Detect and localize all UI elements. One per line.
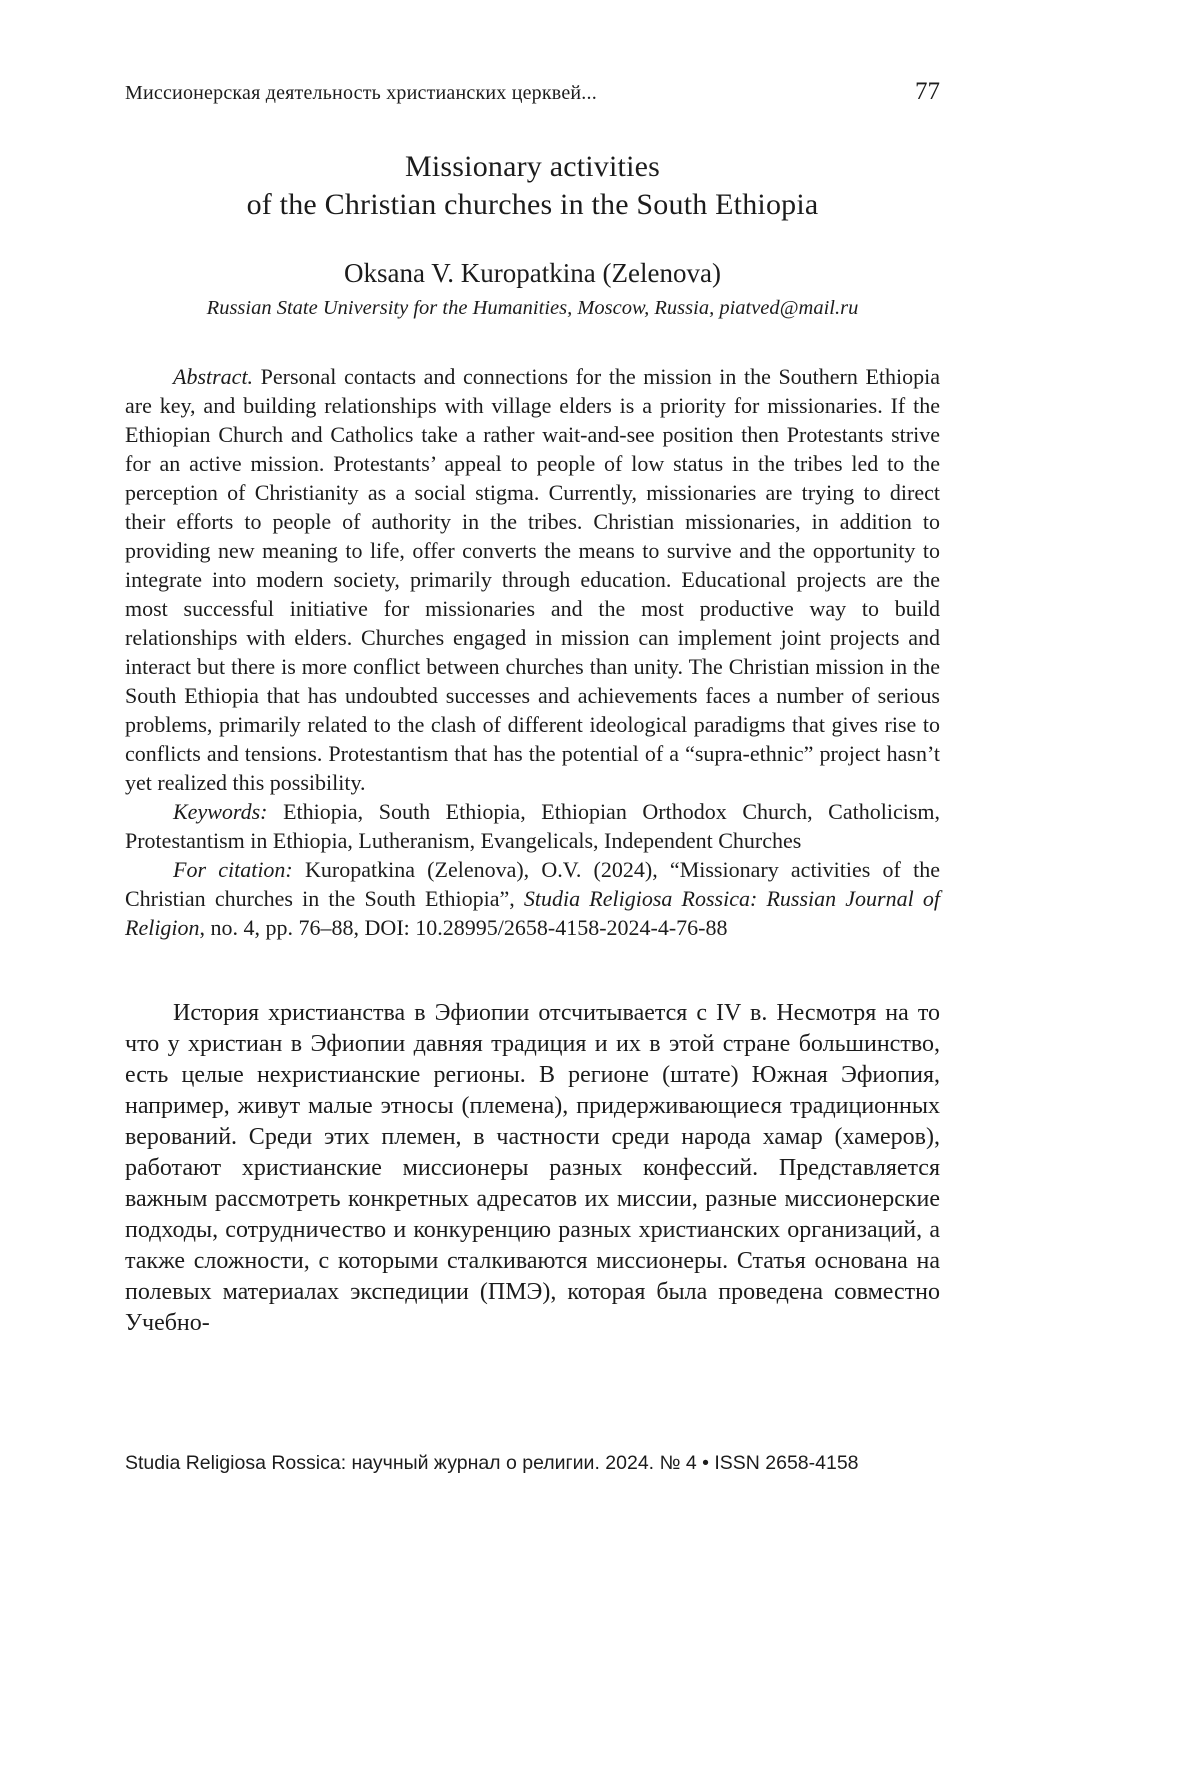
article-meta bbox=[125, 362, 940, 942]
article-title-line-2: of the Christian churches in the South Ethiopia bbox=[246, 188, 819, 221]
article-body bbox=[125, 998, 940, 1339]
page-content bbox=[125, 78, 940, 1339]
keywords-label: Keywords: bbox=[173, 799, 268, 824]
running-header-text: Миссионерская деятельность христианских церквей... bbox=[125, 82, 597, 104]
keywords-paragraph bbox=[125, 797, 940, 855]
citation-paragraph bbox=[125, 855, 940, 942]
body-paragraph: История христианства в Эфиопии отсчитывается с IV в. Несмотря на то что у христиан в Эфиопии давняя традиция и их в этой стране большинство, есть целые нехристианские регионы. В регионе (штате) Южная Эфиопия, например, живут малые этносы (племена), придерживающиеся традиционных верований. Среди этих племен, в частности среди народа хамар (хамеров), работают христианские миссионеры разных конфессий. Представляется важным рассмотреть конкретных адресатов их миссии, разные миссионерские подходы, сотрудничество и конкуренцию разных христианских организаций, а также сложности, с которыми сталкиваются миссионеры. Статья основана на полевых материалах экспедиции (ПМЭ), которая была проведена совместно Учебно- bbox=[125, 1000, 940, 1336]
journal-footer: Studia Religiosa Rossica: научный журнал о религии. 2024. № 4 • ISSN 2658-4158 bbox=[125, 1452, 859, 1474]
page-number: 77 bbox=[915, 78, 940, 105]
abstract-text: Personal contacts and connections for the mission in the Southern Ethiopia are key, and building relationships with village elders is a priority for missionaries. If the Ethiopian Church and Catholics take a rather wait-and-see position then Protestants strive for an active mission. Protestants’ appeal to people of low status in the tribes led to the perception of Christianity as a social stigma. Currently, missionaries are trying to direct their efforts to people of authority in the tribes. Christian missionaries, in addition to providing new meaning to life, offer converts the means to survive and the opportunity to integrate into modern society, primarily through education. Educational projects are the most successful initiative for missionaries and the most productive way to build relationships with elders. Churches engaged in mission can implement joint projects and interact but there is more conflict between churches than unity. The Christian mission in the South Ethiopia that has undoubted successes and achievements faces a number of serious problems, primarily related to the clash of different ideological paradigms that gives rise to conflicts and tensions. Protestantism that has the potential of a “supra-ethnic” project hasn’t yet realized this possibility. bbox=[125, 364, 940, 795]
keywords-text: Ethiopia, South Ethiopia, Ethiopian Orthodox Church, Catholicism, Protestantism in Ethiopia, Lutheranism, Evangelicals, Independent Churches bbox=[125, 799, 940, 853]
author-name: Oksana V. Kuropatkina (Zelenova) bbox=[344, 258, 721, 288]
author-affiliation: Russian State University for the Humanities, Moscow, Russia, piatved@mail.ru bbox=[206, 297, 859, 319]
citation-journal-title: Studia Religiosa Rossica: Russian Journal of Religion bbox=[125, 886, 940, 940]
citation-text-1: Kuropatkina (Zelenova), O.V. (2024), “Missionary activities of the Christian churches in the South Ethiopia”, bbox=[125, 857, 940, 911]
citation-text-2: , no. 4, pp. 76–88, DOI: 10.28995/2658-4158-2024-4-76-88 bbox=[199, 915, 728, 940]
abstract-label: Abstract. bbox=[173, 364, 254, 389]
article-title bbox=[125, 148, 940, 224]
abstract-paragraph bbox=[125, 362, 940, 797]
running-header bbox=[125, 78, 940, 106]
citation-label: For citation: bbox=[173, 857, 293, 882]
article-title-line-1: Missionary activities bbox=[405, 150, 660, 183]
